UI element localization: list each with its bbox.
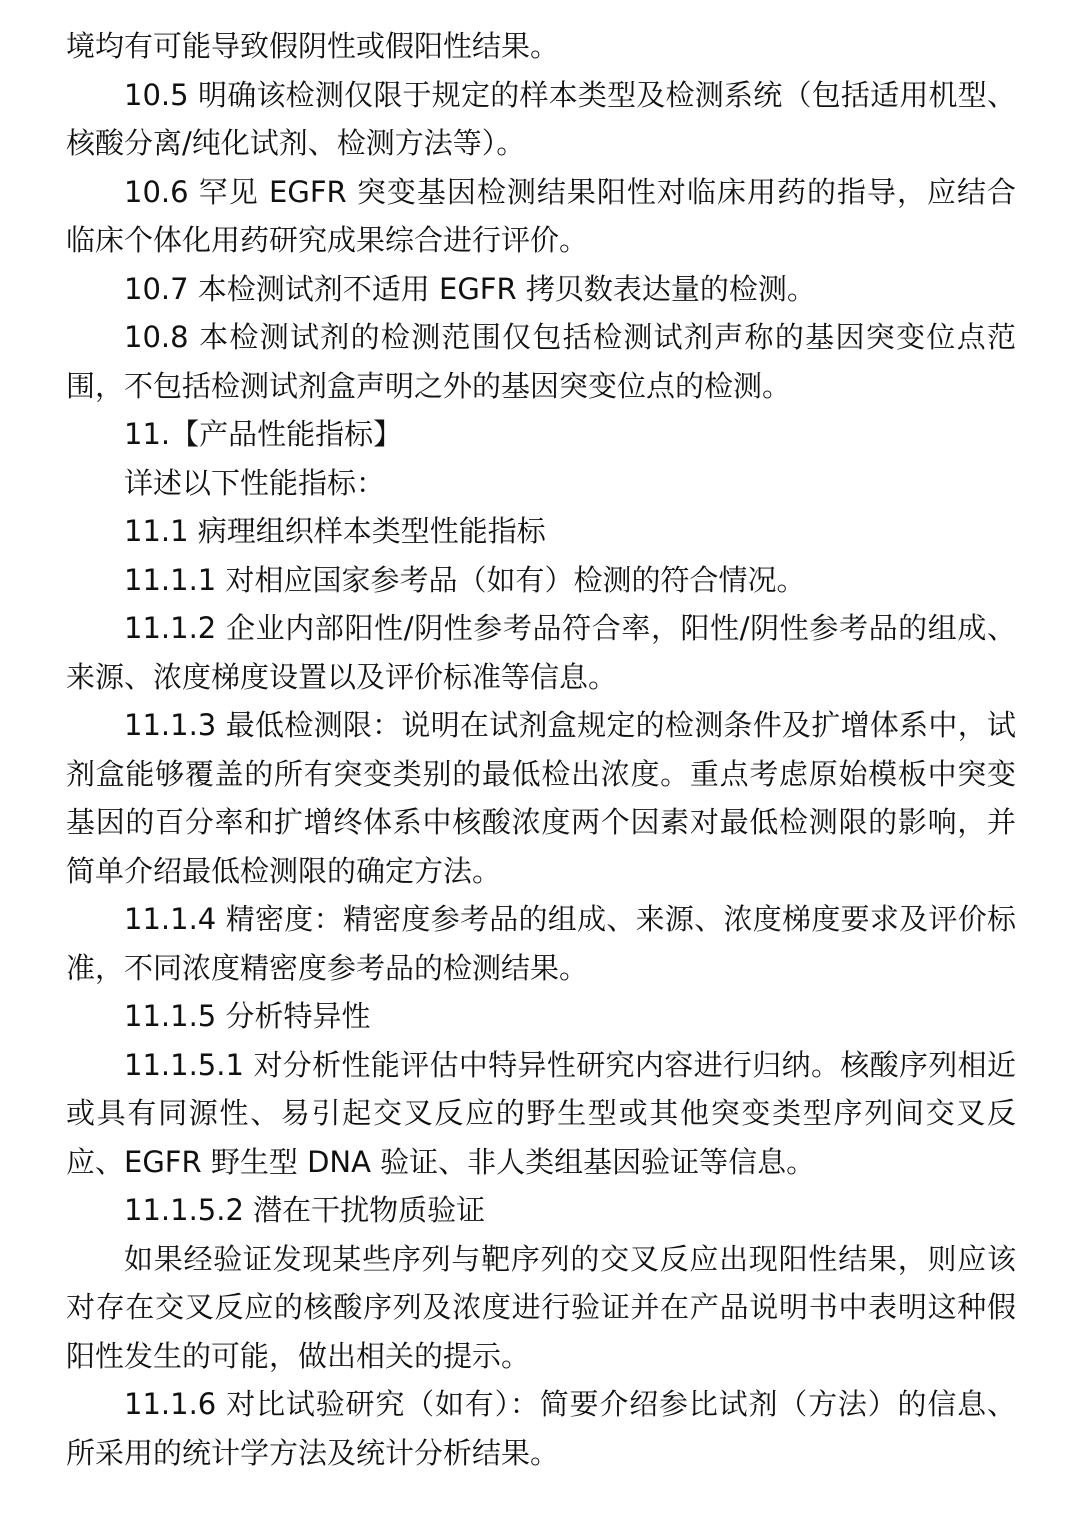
paragraph-11-1-5: 11.1.5 分析特异性: [124, 999, 371, 1033]
paragraph-11-1-1: 11.1.1 对相应国家参考品（如有）检测的符合情况。: [124, 562, 806, 597]
paragraph-11-1-6: 11.1.6 对比试验研究（如有）：简要介绍参比试剂（方法）的信息、所采用的统计学方法及统计分析结果。: [66, 1387, 1016, 1470]
paragraph-10-7: 10.7 本检测试剂不适用 EGFR 拷贝数表达量的检测。: [124, 271, 816, 306]
paragraph-11-1-4: 11.1.4 精密度：精密度参考品的组成、来源、浓度梯度要求及评价标准，不同浓度精密度参考品的检测结果。: [66, 902, 1016, 985]
document-body: [66, 22, 1016, 1477]
paragraph-continuation: 境均有可能导致假阴性或假阳性结果。: [66, 29, 560, 63]
paragraph-11-1: 11.1 病理组织样本类型性能指标: [124, 514, 546, 548]
section-heading-11: 11.【产品性能指标】: [124, 417, 403, 451]
paragraph-11-1-5-1: 11.1.5.1 对分析性能评估中特异性研究内容进行归纳。核酸序列相近或具有同源性、易引起交叉反应的野生型或其他突变类型序列间交叉反应、EGFR 野生型 DNA 验证、非人类组基因验证等信息。: [66, 1047, 1016, 1179]
paragraph-11-1-3: 11.1.3 最低检测限：说明在试剂盒规定的检测条件及扩增体系中，试剂盒能够覆盖的所有突变类别的最低检出浓度。重点考虑原始模板中突变基因的百分率和扩增终体系中核酸浓度两个因素对最低检测限的影响，并简单介绍最低检测限的确定方法。: [66, 708, 1016, 888]
paragraph-10-5: 10.5 明确该检测仅限于规定的样本类型及检测系统（包括适用机型、核酸分离/纯化试剂、检测方法等）。: [66, 77, 1016, 160]
paragraph-11-1-5-2: 11.1.5.2 潜在干扰物质验证: [124, 1193, 486, 1227]
paragraph-10-6: 10.6 罕见 EGFR 突变基因检测结果阳性对临床用药的指导，应结合临床个体化用药研究成果综合进行评价。: [66, 174, 1016, 257]
paragraph-cross-reaction: 如果经验证发现某些序列与靶序列的交叉反应出现阳性结果，则应该对存在交叉反应的核酸序列及浓度进行验证并在产品说明书中表明这种假阳性发生的可能，做出相关的提示。: [66, 1241, 1016, 1373]
paragraph-10-8: 10.8 本检测试剂的检测范围仅包括检测试剂声称的基因突变位点范围，不包括检测试剂盒声明之外的基因突变位点的检测。: [66, 320, 1016, 403]
paragraph-11-1-2: 11.1.2 企业内部阳性/阴性参考品符合率，阳性/阴性参考品的组成、来源、浓度梯度设置以及评价标准等信息。: [66, 611, 1016, 694]
paragraph-intro: 详述以下性能指标：: [124, 465, 386, 500]
